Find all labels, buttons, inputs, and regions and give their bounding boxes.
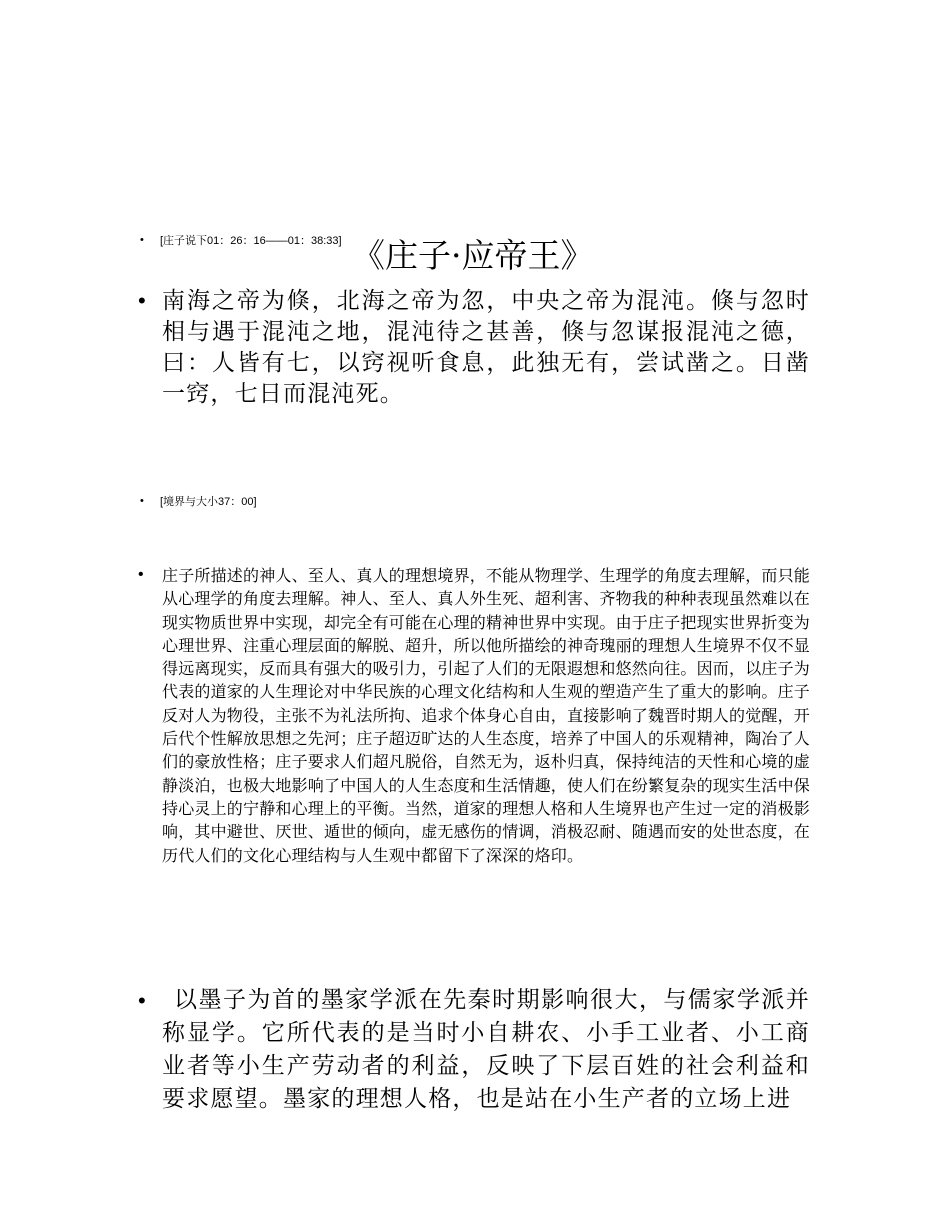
timestamp-note: [庄子说下01：26：16——01：38:33] <box>160 235 342 247</box>
page-title: 《庄子·应帝王》 <box>352 236 594 275</box>
bullet-marker: • <box>138 288 146 313</box>
bullet-marker: • <box>138 988 146 1013</box>
hundun-paragraph: 南海之帝为倏，北海之帝为忽，中央之帝为混沌。倏与忽时相与遇于混沌之地，混沌待之甚善，倏与忽谋报混沌之德，曰：人皆有七，以窍视听食息，此独无有，尝试凿之。日凿一窍，七日而混沌死。 <box>162 288 810 407</box>
bullet-marker: • <box>140 234 144 246</box>
mozi-paragraph: 以墨子为首的墨家学派在先秦时期影响很大，与儒家学派并称显学。它所代表的是当时小自耕农、小手工业者、小工商业者等小生产劳动者的利益，反映了下层百姓的社会利益和要求愿望。墨家的理想人格，也是站在小生产者的立场上进 <box>162 987 810 1112</box>
zhuangzi-paragraph: 庄子所描述的神人、至人、真人的理想境界，不能从物理学、生理学的角度去理解，而只能从心理学的角度去理解。神人、至人、真人外生死、超利害、齐物我的种种表现虽然难以在现实物质世界中实现，却完全有可能在心理的精神世界中实现。由于庄子把现实世界折变为心理世界、注重心理层面的解脱、超升，所以他所描绘的神奇瑰丽的理想人生境界不仅不显得远离现实，反而具有强大的吸引力，引起了人们的无限遐想和悠然向往。因而，以庄子为代表的道家的人生理论对中华民族的心理文化结构和人生观的塑造产生了重大的影响。庄子反对人为物役，主张不为礼法所拘、追求个体身心自由，直接影响了魏晋时期人的觉醒，开后代个性解放思想之先河；庄子超迈旷达的人生态度，培养了中国人的乐观精神，陶冶了人们的豪放性格；庄子要求人们超凡脱俗，自然无为，返朴归真，保持纯洁的天性和心境的虚静淡泊，也极大地影响了中国人的人生态度和生活情趣，使人们在纷繁复杂的现实生活中保持心灵上的宁静和心理上的平衡。当然，道家的理想人格和人生境界也产生过一定的消极影响，其中避世、厌世、遁世的倾向，虚无感伤的情调，消极忍耐、随遇而安的处世态度，在历代人们的文化心理结构与人生观中都留下了深深的烙印。 <box>162 566 811 865</box>
bullet-marker: • <box>140 495 144 507</box>
timestamp-note: [境界与大小37：00] <box>160 496 257 508</box>
bullet-marker: • <box>138 566 144 583</box>
